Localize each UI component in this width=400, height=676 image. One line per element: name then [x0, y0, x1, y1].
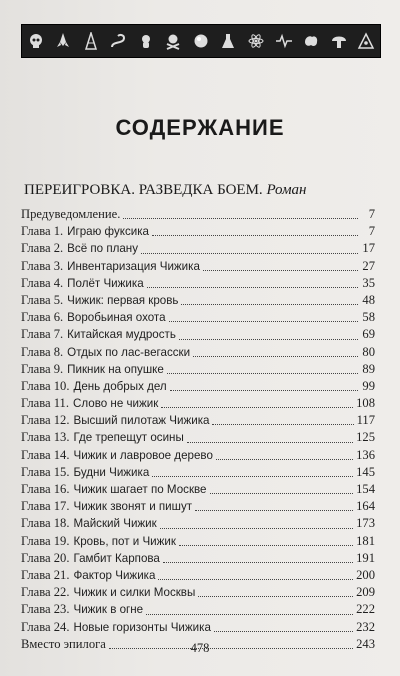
toc-entry-title: Пикник на опушке	[67, 362, 164, 376]
toc-entry-label: Глава 15.	[21, 464, 70, 479]
toc-entry-label: Глава 14.	[21, 447, 70, 462]
toc-entry	[21, 429, 375, 446]
toc-entry-title: Инвентаризация Чижика	[67, 259, 200, 273]
table-of-contents	[21, 206, 375, 653]
toc-entry-leader	[203, 270, 358, 271]
decorative-banner	[21, 24, 381, 58]
toc-entry-page: 17	[362, 241, 375, 256]
toc-entry-leader	[214, 631, 353, 632]
toc-entry-label: Глава 16.	[21, 482, 70, 496]
toc-entry-label: Глава 8.	[21, 344, 64, 359]
toc-entry-page: 48	[362, 292, 375, 307]
toc-entry-title: Чижик шагает по Москве	[73, 483, 207, 496]
toc-entry-label: Глава 3.	[21, 258, 64, 273]
toc-entry-leader	[187, 442, 353, 443]
toc-entry	[21, 240, 375, 257]
toc-entry-page: 222	[356, 602, 375, 617]
toc-entry-page: 80	[362, 344, 375, 359]
toc-entry-title: Фактор Чижика	[73, 568, 156, 582]
toc-entry-leader	[198, 596, 353, 597]
skull-icon	[27, 32, 45, 50]
toc-entry	[21, 550, 375, 567]
toc-entry-page: 136	[356, 447, 375, 462]
toc-entry-page: 99	[362, 378, 375, 393]
toc-entry-label: Глава 23.	[21, 602, 70, 617]
toc-entry	[21, 412, 375, 429]
toc-entry-leader	[141, 253, 358, 254]
toc-entry-label: Глава 20.	[21, 550, 70, 565]
toc-entry-label: Глава 4.	[21, 275, 64, 290]
monkey-icon	[137, 32, 155, 50]
toc-entry	[21, 584, 375, 601]
toc-entry-title: Чижик: первая кровь	[67, 293, 179, 307]
toc-entry-label: Вместо эпилога	[21, 636, 106, 651]
toc-entry-title: Гамбит Карпова	[73, 551, 160, 565]
toc-entry	[21, 533, 375, 550]
toc-entry-page: 108	[356, 396, 375, 411]
toc-entry	[21, 275, 375, 292]
page-title: СОДЕРЖАНИЕ	[115, 115, 285, 140]
toc-entry-leader	[216, 459, 353, 460]
toc-entry-leader	[167, 373, 358, 374]
part-genre: Роман	[266, 182, 307, 198]
toc-entry	[21, 515, 375, 532]
flask-icon	[219, 32, 237, 50]
toc-entry	[21, 258, 375, 275]
toc-entry-label: Глава 11.	[21, 396, 70, 411]
toc-entry	[21, 361, 375, 378]
brain-icon	[302, 32, 320, 50]
toc-entry	[21, 206, 375, 223]
toc-entry-label: Глава 19.	[21, 533, 70, 548]
atom-icon	[247, 32, 265, 50]
toc-entry-title: Будни Чижика	[73, 465, 150, 479]
toc-entry-label: Глава 9.	[21, 361, 64, 376]
toc-entry-label: Глава 12.	[21, 413, 70, 428]
toc-entry-label: Глава 7.	[21, 327, 64, 342]
pulse-icon	[275, 32, 293, 50]
toc-entry-label: Глава 2.	[21, 241, 64, 256]
toc-entry-title: Чижик и силки Москвы	[73, 586, 196, 600]
toc-entry-leader	[152, 235, 358, 236]
toc-entry-page: 27	[362, 258, 375, 273]
toc-entry-title: Слово не чижик	[73, 397, 159, 411]
toc-entry-leader	[181, 304, 358, 305]
toc-entry	[21, 481, 375, 498]
toc-entry-leader	[161, 407, 353, 408]
tower-icon	[82, 32, 100, 50]
toc-entry	[21, 378, 375, 395]
toc-entry	[21, 619, 375, 636]
toc-entry-leader	[195, 510, 353, 511]
toc-entry-page: 69	[362, 327, 375, 342]
toc-entry-page: 164	[356, 499, 375, 514]
toc-entry	[21, 601, 375, 618]
toc-entry-label: Глава 10.	[21, 378, 70, 393]
toc-entry-label: Глава 18.	[21, 516, 70, 531]
rocket-icon	[54, 32, 72, 50]
toc-entry-page: 232	[356, 619, 375, 634]
toc-entry-label: Глава 5.	[21, 292, 64, 307]
toc-entry	[21, 309, 375, 326]
toc-entry-page: 7	[368, 207, 375, 221]
toc-entry-title: Воробьиная охота	[67, 311, 166, 325]
toc-entry-title: Играю фуксика	[67, 225, 150, 239]
toc-entry-title: Чижик звонят и пишут	[73, 500, 193, 514]
toc-entry-title: Отдых по лас-вегасски	[67, 345, 191, 359]
toc-entry	[21, 326, 375, 343]
toc-entry-title: Всё по плану	[67, 242, 139, 256]
toc-entry-title: Чижик в огне	[73, 603, 144, 617]
toc-entry-leader	[147, 287, 358, 288]
toc-entry-page: 125	[356, 430, 375, 445]
toc-entry-page: 7	[368, 224, 375, 239]
toc-entry-label: Предуведомление.	[21, 207, 121, 221]
toc-entry-label: Глава 13.	[21, 430, 70, 445]
crossbones-icon	[164, 32, 182, 50]
sphere-icon	[192, 32, 210, 50]
toc-entry-leader	[163, 562, 353, 563]
toc-entry	[21, 464, 375, 481]
toc-entry-leader	[212, 424, 353, 425]
toc-entry-label: Глава 17.	[21, 499, 70, 514]
toc-entry	[21, 567, 375, 584]
toc-entry	[21, 447, 375, 464]
toc-entry-leader	[193, 356, 358, 357]
toc-entry	[21, 223, 375, 240]
toc-entry	[21, 292, 375, 309]
toc-entry-page: 117	[356, 413, 375, 428]
toc-entry-title: Чижик и лавровое дерево	[73, 448, 213, 462]
toc-entry-leader	[158, 579, 353, 580]
toc-entry-title: Высший пилотаж Чижика	[73, 414, 210, 428]
toc-entry-leader	[146, 614, 353, 615]
toc-entry-leader	[179, 339, 358, 340]
toc-entry-page: 200	[356, 567, 375, 582]
toc-entry-title: День добрых дел	[73, 379, 167, 393]
toc-entry-leader	[152, 476, 353, 477]
part-title: ПЕРЕИГРОВКА. РАЗВЕДКА БОЕМ.	[24, 182, 263, 198]
part-heading	[24, 182, 307, 199]
toc-entry-page: 154	[356, 482, 375, 496]
toc-entry-page: 191	[356, 550, 375, 565]
toc-entry-title: Китайская мудрость	[67, 328, 176, 342]
toc-entry-label: Глава 24.	[21, 619, 70, 634]
toc-entry-leader	[160, 528, 353, 529]
toc-entry-label: Глава 1.	[21, 224, 64, 239]
toc-entry-page: 173	[356, 516, 375, 531]
toc-entry-page: 209	[356, 585, 375, 600]
toc-entry-leader	[179, 545, 353, 546]
mushroom-icon	[330, 32, 348, 50]
snake-icon	[109, 32, 127, 50]
toc-entry	[21, 395, 375, 412]
toc-entry-page: 243	[356, 636, 375, 651]
page-number: 478	[190, 641, 210, 655]
toc-entry-title: Майский Чижик	[73, 517, 157, 531]
toc-entry-leader	[169, 321, 358, 322]
toc-entry-page: 58	[362, 310, 375, 325]
toc-entry-leader	[210, 493, 354, 494]
toc-entry-page: 89	[362, 361, 375, 376]
toc-entry-label: Глава 6.	[21, 310, 64, 325]
toc-entry-page: 145	[356, 464, 375, 479]
toc-entry-label: Глава 21.	[21, 567, 70, 582]
toc-entry	[21, 498, 375, 515]
toc-entry-leader	[170, 390, 358, 391]
toc-entry-page: 35	[362, 275, 375, 290]
toc-entry-page: 181	[356, 533, 375, 548]
toc-entry-leader	[123, 218, 358, 219]
toc-entry-title: Где трепещут осины	[73, 431, 184, 445]
toc-entry-title: Кровь, пот и Чижик	[73, 534, 176, 548]
triangle-eye-icon	[357, 32, 375, 50]
toc-entry	[21, 344, 375, 361]
toc-entry-label: Глава 22.	[21, 585, 70, 600]
toc-entry-title: Полёт Чижика	[67, 276, 144, 290]
toc-entry-title: Новые горизонты Чижика	[73, 620, 211, 634]
